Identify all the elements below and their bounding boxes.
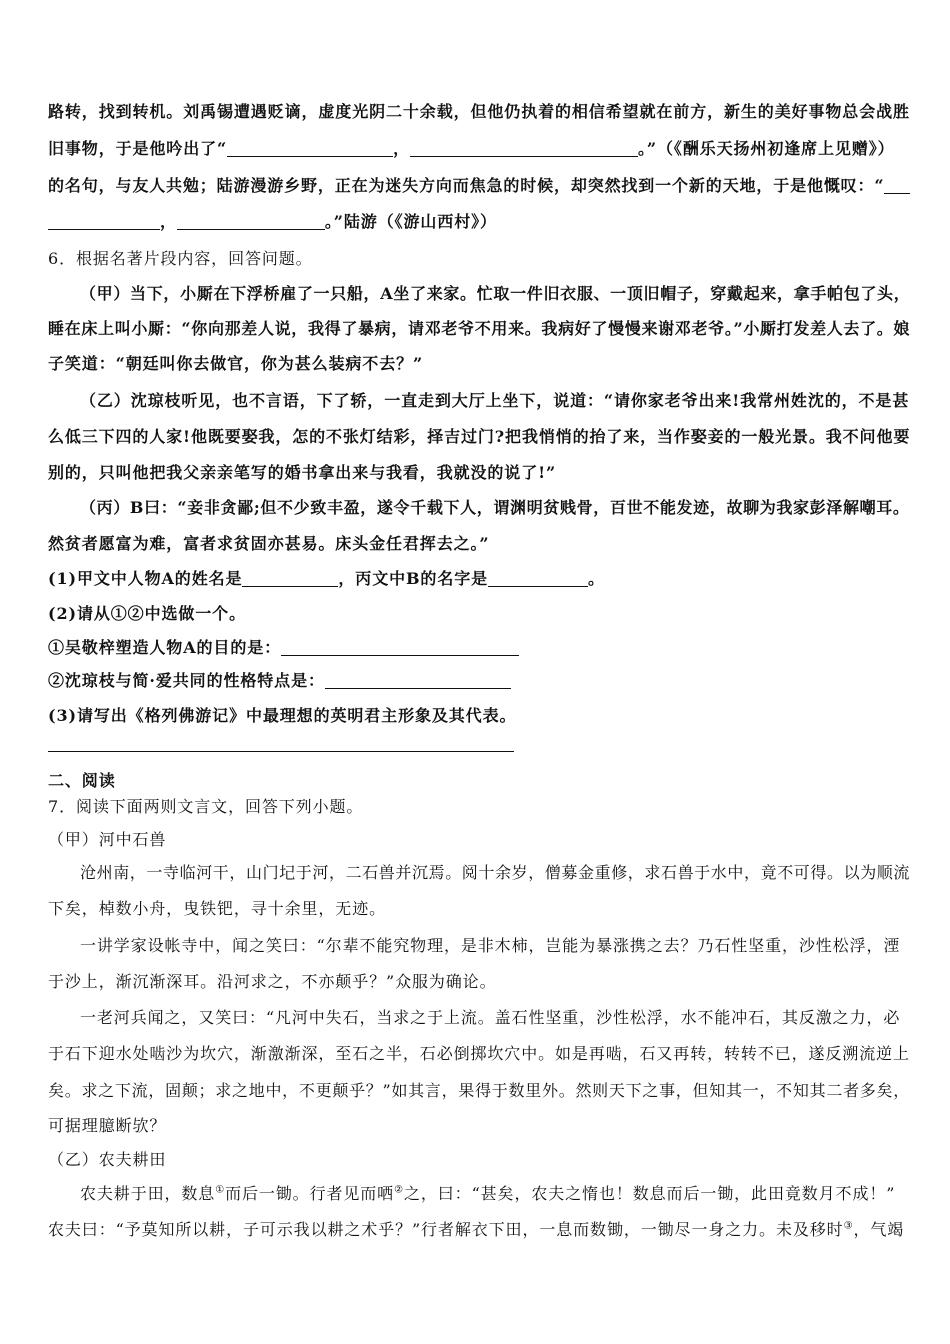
- excerpt-yi: 么低三下四的人家!他既要娶我，怎的不张灯结彩，择吉过门?把我悄悄的抬了来，当作娶妾的一般光景。我不问他要: [48, 427, 911, 446]
- passage-title: （甲）河中石兽: [48, 830, 167, 849]
- line-text: 。”（《酬乐天扬州初逢席上见赠》）: [638, 139, 895, 158]
- answer-blank[interactable]: [48, 213, 160, 230]
- question-7-heading: 7．阅读下面两则文言文，回答下列小题。: [48, 797, 364, 816]
- answer-line[interactable]: [48, 751, 514, 752]
- passage-text: 可据理臆断欤？: [48, 1116, 167, 1135]
- excerpt-jia: 睡在床上叫小厮：“你向那差人说，我得了暴病，请邓老爷不用来。我病好了慢慢来谢邓老爷。”小厮打发差人去了。娘: [48, 319, 911, 338]
- passage-text: 下矣，棹数小舟，曳铁钯，寻十余里，无迹。: [48, 899, 387, 918]
- passage-text: [80, 1183, 910, 1205]
- sub-question-2: (2)请从①②中选做一个。: [48, 604, 246, 623]
- answer-blank[interactable]: [410, 140, 638, 157]
- answer-blank[interactable]: [177, 213, 325, 230]
- line-text: ，: [160, 212, 177, 231]
- line-text: 。”陆游（《游山西村》）: [324, 212, 497, 231]
- line-text: ②沈琼枝与简·爱共同的性格特点是：: [48, 671, 325, 690]
- sub-question-2a: [48, 637, 910, 659]
- line-text: 之，曰：“甚矣，农夫之惰也！数息而后一锄，此田竟数月不成！”: [403, 1184, 896, 1203]
- line-text: ①吴敬梓塑造人物A的目的是：: [48, 638, 282, 657]
- section-heading: 二、阅读: [48, 771, 116, 790]
- passage-text: 于石下迎水处啮沙为坎穴，渐激渐深，至石之半，石必倒掷坎穴中。如是再啮，石又再转，转转不已，遂反溯流逆上: [48, 1044, 910, 1063]
- line-text: 农夫曰：“予莫知所以耕，子可示我以耕之术乎？”行者解衣下田，一息而数锄，一锄尽一身之力。未及移时: [48, 1220, 844, 1239]
- text-line: [48, 138, 910, 160]
- footnote-marker: ②: [394, 1184, 404, 1196]
- text-line: 路转，找到转机。刘禹锡遭遇贬谪，虚度光阴二十余载，但他仍执着的相信希望就在前方，新生的美好事物总会战胜: [48, 102, 910, 121]
- sub-question-1: [48, 568, 910, 590]
- passage-text: 沧州南，一寺临河干，山门圮于河，二石兽并沉焉。阅十余岁，僧募金重修，求石兽于水中，竟不可得。以为顺流: [80, 863, 911, 882]
- answer-blank[interactable]: [488, 570, 588, 587]
- text-line: [48, 175, 910, 197]
- text-line: [48, 211, 910, 233]
- line-text: ，气竭: [853, 1220, 905, 1239]
- line-text: 。: [588, 569, 605, 588]
- line-text: 旧事物，于是他吟出了“: [48, 139, 228, 158]
- passage-text: [48, 1219, 910, 1241]
- excerpt-jia: （甲）当下，小厮在下浮桥雇了一只船，A坐了来家。忙取一件旧衣服、一顶旧帽子，穿戴起来，拿手帕包了头，: [80, 284, 911, 303]
- excerpt-jia: 子笑道：“朝廷叫你去做官，你为甚么装病不去？”: [48, 354, 424, 373]
- line-text: ，丙文中B的名字是: [338, 569, 489, 588]
- excerpt-yi: （乙）沈琼枝听见，也不言语，下了轿，一直走到大厅上坐下，说道：“请你家老爷出来!我常州姓沈的，不是甚: [80, 391, 910, 410]
- passage-text: 一讲学家设帐寺中，闻之笑曰：“尔辈不能究物理，是非木柿，岂能为暴涨携之去？乃石性坚重，沙性松浮，湮: [80, 936, 901, 955]
- excerpt-yi: 别的，只叫他把我父亲亲笔写的婚书拿出来与我看，我就没的说了!”: [48, 463, 557, 482]
- sub-question-2b: [48, 670, 910, 692]
- answer-blank[interactable]: [227, 140, 393, 157]
- answer-blank[interactable]: [281, 639, 519, 656]
- excerpt-bing: （丙）B曰：“妾非贪鄙;但不少致丰盈，遂令千载下人，谓渊明贫贱骨，百世不能发迹，故聊为我家彭泽解嘲耳。: [80, 498, 910, 517]
- answer-blank[interactable]: [325, 672, 511, 689]
- line-text: 农夫耕于田，数息: [80, 1184, 216, 1203]
- answer-blank[interactable]: [242, 570, 338, 587]
- line-text: 而后一锄。行者见而哂: [225, 1184, 395, 1203]
- passage-text: 于沙上，渐沉渐深耳。沿河求之，不亦颠乎？”众服为确论。: [48, 972, 497, 991]
- answer-blank[interactable]: [884, 177, 910, 194]
- excerpt-bing: 然贫者愿富为难，富者求贫固亦甚易。床头金任君挥去之。”: [48, 534, 490, 553]
- passage-title: （乙）农夫耕田: [48, 1150, 167, 1169]
- line-text: 的名句，与友人共勉；陆游漫游乡野，正在为迷失方向而焦急的时候，却突然找到一个新的天地，于是他慨叹：“: [48, 176, 885, 195]
- line-text: ，: [393, 139, 411, 158]
- passage-text: 一老河兵闻之，又笑曰：“凡河中失石，当求之于上流。盖石性坚重，沙性松浮，水不能冲石，其反激之力，必: [80, 1008, 901, 1027]
- footnote-marker: ③: [843, 1220, 854, 1232]
- sub-question-3: (3)请写出《格列佛游记》中最理想的英明君主形象及其代表。: [48, 706, 517, 725]
- question-6-heading: 6．根据名著片段内容，回答问题。: [48, 249, 313, 268]
- footnote-marker: ①: [215, 1184, 226, 1196]
- passage-text: 矣。求之下流，固颠；求之地中，不更颠乎？”如其言，果得于数里外。然则天下之事，但知其一，不知其二者多矣，: [48, 1081, 910, 1100]
- line-text: (1)甲文中人物A的姓名是: [48, 569, 243, 588]
